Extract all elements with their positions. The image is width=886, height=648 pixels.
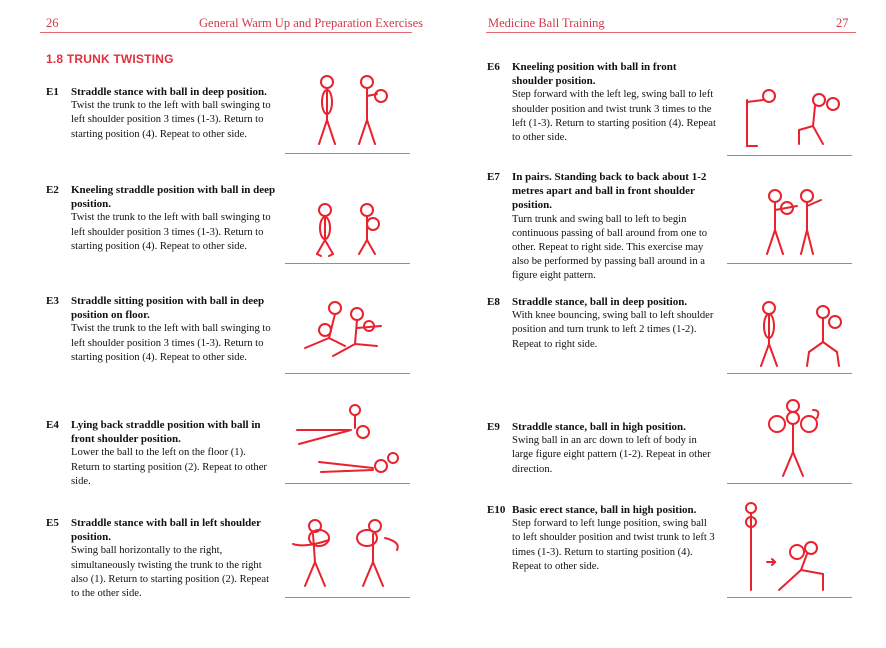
exercise-heading: Basic erect stance, ball in high position. [512, 504, 697, 516]
exercise-code: E5 [46, 517, 59, 529]
page-number-right: 27 [836, 16, 849, 30]
figure-rule [727, 155, 852, 156]
sitting-stick-figures-icon [285, 296, 410, 374]
exercise-code: E6 [487, 61, 500, 73]
exercise-text: Swing ball horizontally to the right, simultaneously twisting the trunk to the right also (1). Return to starting position (2). Repeat to the other side. [71, 545, 270, 600]
exercise-text: Swing ball in an arc down to left of body in large figure eight pattern (1-2). Repeat in other direction. [512, 435, 711, 475]
exercise-heading: Straddle stance with ball in left shoulder position. [71, 517, 261, 544]
header-rule-right [486, 32, 856, 33]
figure-rule [285, 597, 410, 598]
exercise-heading: Straddle sitting position with ball in deep position on floor. [71, 295, 265, 322]
exercise-heading: Kneeling position with ball in front shoulder position. [512, 61, 677, 88]
section-title: 1.8 TRUNK TWISTING [46, 52, 174, 66]
exercise-code: E10 [487, 504, 506, 516]
figure-rule [727, 263, 852, 264]
figure-rule [285, 483, 410, 484]
exercise-heading: Lying back straddle position with ball in front shoulder position. [71, 419, 261, 446]
running-header-left: General Warm Up and Preparation Exercises [199, 16, 424, 30]
exercise-heading: Kneeling straddle position with ball in deep position. [71, 184, 276, 211]
exercise-text: Twist the trunk to the left with ball swinging to left shoulder position 3 times (1-3). Return to starting position (4). Repeat to other side. [71, 323, 271, 363]
figure-rule [285, 263, 410, 264]
exercise-text: With knee bouncing, swing ball to left shoulder position and turn trunk to left 2 times (1-2). Repeat to right side. [512, 310, 714, 350]
exercise-heading: Straddle stance, ball in deep position. [512, 296, 688, 308]
exercise-code: E2 [46, 184, 59, 196]
exercise-text: Twist the trunk to the left with ball swinging to left shoulder position 3 times (1-3). Return to starting position (4). Repeat to other side. [71, 212, 271, 252]
kneel-step-stick-figures-icon [727, 86, 852, 156]
lunge-stick-figures-icon [727, 500, 852, 598]
arc-swing-stick-figure-icon [727, 396, 852, 484]
standing-stick-figures-icon [285, 72, 410, 154]
exercise-code: E3 [46, 295, 59, 307]
knee-bounce-stick-figures-icon [727, 298, 852, 374]
exercise-heading: Straddle stance, ball in high position. [512, 421, 686, 433]
exercise-code: E7 [487, 171, 500, 183]
running-header-right: Medicine Ball Training [488, 16, 605, 30]
header-rule-left [40, 32, 412, 33]
swinging-stick-figures-icon [285, 514, 410, 598]
kneeling-stick-figures-icon [285, 200, 410, 264]
figure-rule [727, 483, 852, 484]
exercise-heading: Straddle stance with ball in deep position. [71, 86, 267, 98]
exercise-text: Step forward with the left leg, swing ball to left shoulder position and twist trunk 3 times to the left (1-3). Return to starting position (4). Repeat to other side. [512, 89, 716, 144]
figure-rule [727, 597, 852, 598]
exercise-text: Turn trunk and swing ball to left to begin continuous passing of ball around from one to other. Repeat to right side. This exercise may also be performed by passing ball around in a figure eight pattern. [512, 213, 708, 282]
page-number-left: 26 [46, 16, 59, 30]
exercise-code: E9 [487, 421, 500, 433]
exercise-heading: In pairs. Standing back to back about 1-2 metres apart and ball in front shoulder position. [512, 171, 707, 212]
figure-rule [285, 153, 410, 154]
exercise-code: E1 [46, 86, 59, 98]
exercise-text: Lower the ball to the left on the floor (1). Return to starting position (2). Repeat to other side. [71, 447, 267, 487]
exercise-code: E4 [46, 419, 59, 431]
figure-rule [285, 373, 410, 374]
exercise-code: E8 [487, 296, 500, 308]
lying-stick-figures-icon [285, 400, 410, 484]
exercise-text: Step forward to left lunge position, swing ball to left shoulder position and twist trunk to left 3 times (1-3). Return to starting position (4). Repeat to other side. [512, 518, 715, 572]
exercise-text: Twist the trunk to the left with ball swinging to left shoulder position 3 times (1-3). Return to starting position (4). Repeat to other side. [71, 100, 271, 140]
figure-rule [727, 373, 852, 374]
pair-pass-stick-figures-icon [727, 186, 852, 264]
